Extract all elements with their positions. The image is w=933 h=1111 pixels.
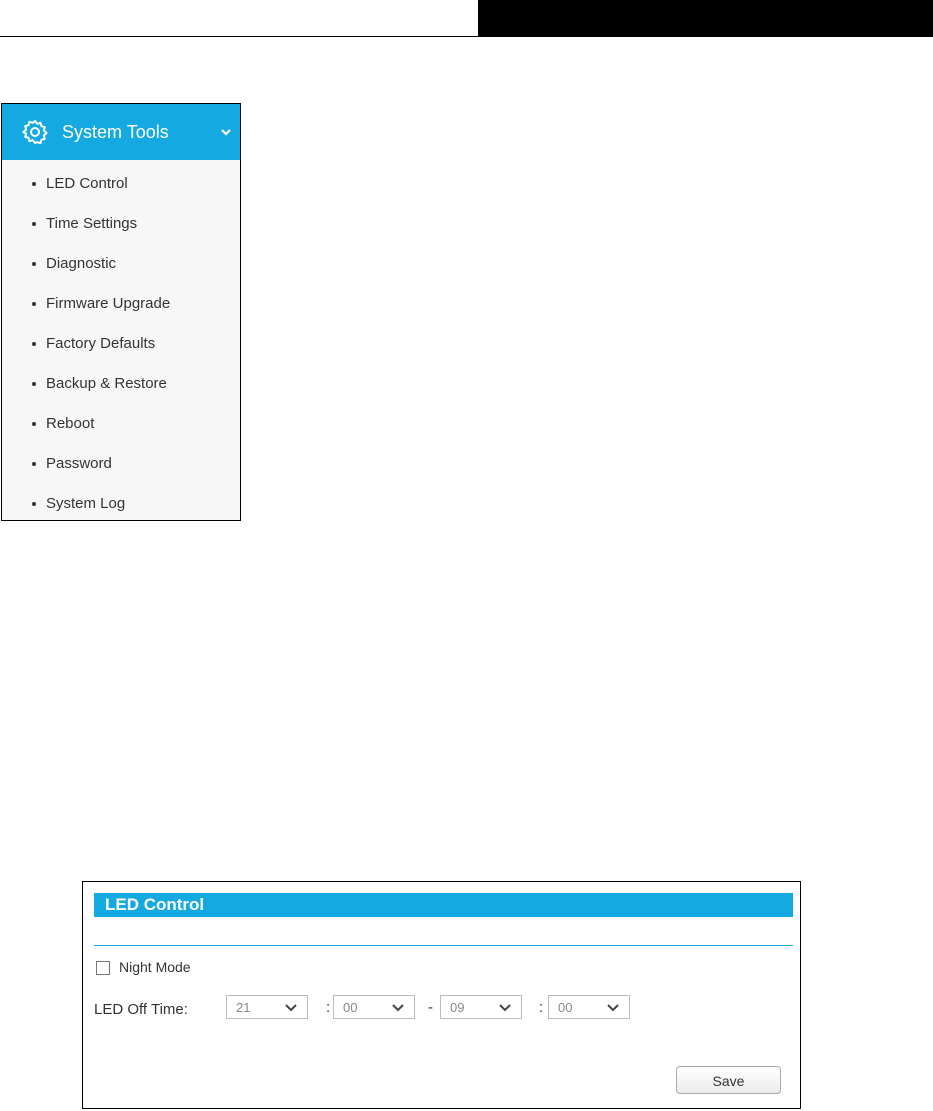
header-divider (0, 36, 933, 37)
menu-item-password[interactable]: Password (2, 444, 240, 484)
start-hour-value: 21 (236, 1000, 251, 1015)
end-minute-value: 00 (558, 1000, 573, 1015)
menu-list (2, 160, 240, 524)
save-button[interactable]: Save (676, 1066, 781, 1094)
start-minute-select[interactable] (333, 995, 415, 1019)
chevron-down-icon (392, 1003, 404, 1012)
menu-item-factory-defaults[interactable]: Factory Defaults (2, 324, 240, 364)
end-hour-value: 09 (450, 1000, 465, 1015)
panel-divider (94, 945, 793, 946)
menu-item-time-settings[interactable]: Time Settings (2, 204, 240, 244)
chevron-down-icon (607, 1003, 619, 1012)
start-minute-value: 00 (343, 1000, 358, 1015)
header-black-bar (478, 0, 933, 37)
end-minute-select[interactable] (548, 995, 630, 1019)
led-control-panel (82, 881, 801, 1109)
led-off-time-label: LED Off Time: (94, 1001, 188, 1018)
night-mode-label: Night Mode (119, 959, 191, 975)
chevron-down-icon (220, 126, 232, 138)
menu-item-backup-restore[interactable]: Backup & Restore (2, 364, 240, 404)
panel-title: LED Control (94, 893, 793, 917)
menu-item-system-log[interactable]: System Log (2, 484, 240, 524)
menu-item-led-control[interactable]: LED Control (2, 164, 240, 204)
time-separator-colon: : (326, 999, 331, 1016)
menu-item-firmware-upgrade[interactable]: Firmware Upgrade (2, 284, 240, 324)
chevron-down-icon (285, 1003, 297, 1012)
menu-title: System Tools (62, 122, 169, 142)
menu-header-system-tools[interactable] (2, 104, 240, 160)
chevron-down-icon (499, 1003, 511, 1012)
time-range-dash: - (428, 999, 433, 1016)
start-hour-select[interactable] (226, 995, 308, 1019)
system-tools-menu (1, 103, 241, 521)
menu-item-diagnostic[interactable]: Diagnostic (2, 244, 240, 284)
end-hour-select[interactable] (440, 995, 522, 1019)
time-separator-colon: : (539, 999, 544, 1016)
night-mode-checkbox[interactable] (96, 961, 110, 975)
gear-icon (22, 119, 48, 145)
menu-item-reboot[interactable]: Reboot (2, 404, 240, 444)
